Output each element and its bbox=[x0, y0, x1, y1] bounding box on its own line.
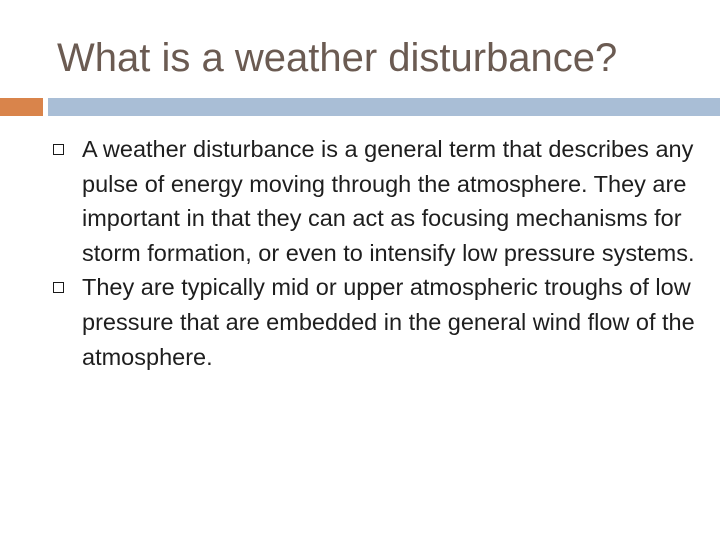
title-divider-bar bbox=[48, 98, 720, 116]
hollow-square-bullet-icon bbox=[53, 144, 64, 155]
bullet-text: They are typically mid or upper atmospheric troughs of low pressure that are embedded in the general wind flow of the atmosphere. bbox=[82, 274, 695, 370]
bullet-item bbox=[53, 132, 703, 270]
bullet-list bbox=[53, 132, 703, 374]
bullet-item bbox=[53, 270, 703, 374]
bullet-text: A weather disturbance is a general term that describes any pulse of energy moving through the atmosphere. They are important in that they can act as focusing mechanisms for storm formation, or even to intensify low pressure systems. bbox=[82, 136, 695, 266]
title-accent-bar bbox=[0, 98, 43, 116]
slide-title: What is a weather disturbance? bbox=[57, 36, 618, 80]
hollow-square-bullet-icon bbox=[53, 282, 64, 293]
